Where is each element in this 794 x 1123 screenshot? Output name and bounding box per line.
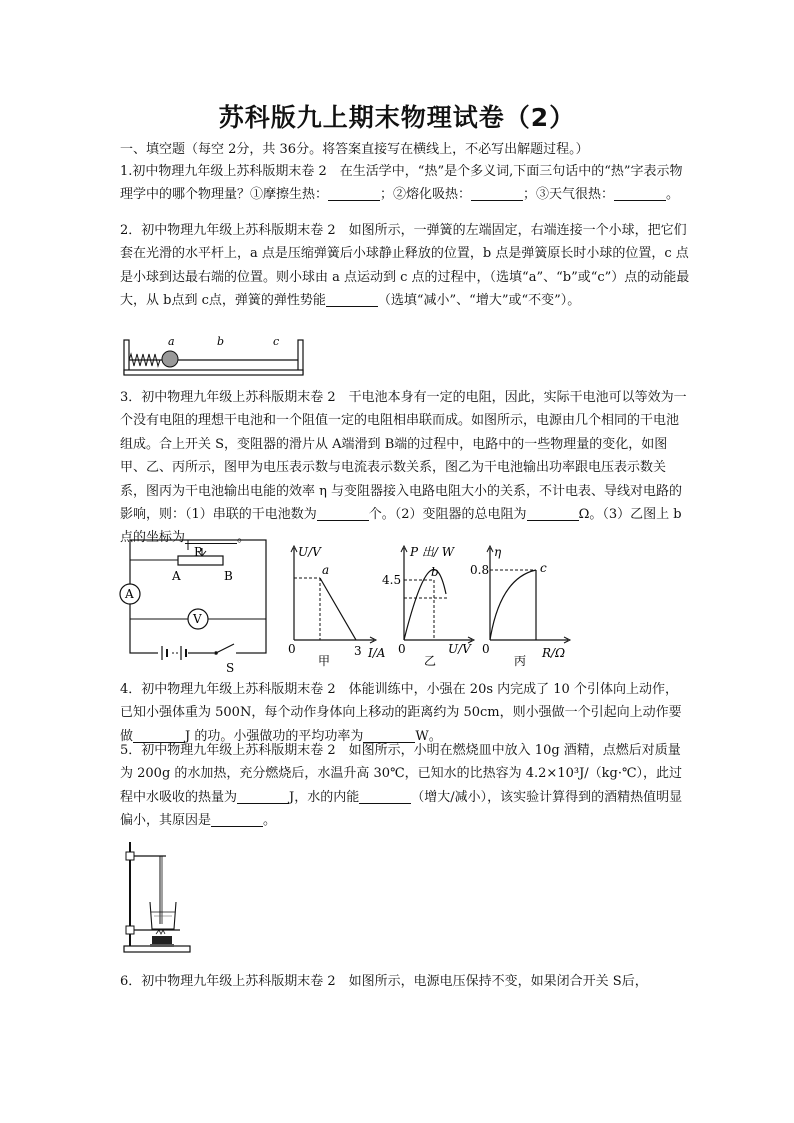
ammeter-label: A (125, 587, 134, 601)
q3-text-c: Ω。（3）乙图上 b点的坐标为 (120, 507, 682, 546)
q6-text-a: 6．初中物理九年级上苏科版期末卷 2 如图所示，电源电压保持不变，如果闭合开关 S后， (120, 974, 648, 989)
q1-text-d: 。 (666, 187, 680, 203)
q1-text-b: ；②熔化吸热： (380, 187, 472, 203)
graph-bing-ymark: 0.8 (470, 563, 490, 577)
q2-text-b: （选填“减小”、“增大”或“不变”）。 (377, 293, 581, 309)
graph-yi-ymark: 4.5 (382, 573, 402, 587)
circuit-diagram (118, 536, 273, 676)
terminal-b-label: B (224, 569, 233, 583)
graph-jia-ylabel: U/V (298, 545, 321, 559)
q1-blank-1[interactable] (328, 186, 380, 201)
q3-blank-2[interactable] (527, 506, 579, 521)
q1-blank-3[interactable] (614, 186, 666, 201)
question-1 (120, 160, 690, 207)
q1-text-a: 1.初中物理九年级上苏科版期末卷 2 在生活学中，“热”是个多义词,下面三句话中的“热”字表示物理学中的哪个物理量？①摩擦生热： (120, 164, 683, 203)
graph-yi-xlabel: U/V (448, 642, 471, 656)
question-3 (120, 386, 690, 550)
q5-blank-3[interactable] (211, 812, 263, 827)
q3-text-a: 3．初中物理九年级上苏科版期末卷 2 干电池本身有一定的电阻，因此，实际干电池可以等效为一个没有电阻的理想干电池和一个阻值一定的电阻相串联而成。如图所示，电源由几个相同的干电池组成。合上开关 S，变阻器的滑片从 A端滑到 B端的过程中，电路中的一些物理量的变化，如图甲、乙、丙所示，图甲为电压表示数与电流表示数关系，图乙为干电池输出功率跟电压表示数关系，图丙为干电池输出电能的效率 η 与变阻器接入电路电阻大小的关系，不计电表、导线对电路的影响，则：（1）串联的干电池数为 (120, 390, 687, 523)
section-heading: 一、填空题（每空 2分，共 36分。将答案直接写在横线上，不必写出解题过程。） (120, 142, 589, 157)
question-4 (120, 678, 690, 748)
question-2 (120, 219, 690, 313)
graph-yi-caption: 乙 (424, 654, 437, 668)
q4-text-b: J 的功。小强做功的平均功率为 (185, 728, 364, 744)
graph-jia-point: a (322, 563, 330, 577)
q1-blank-2[interactable] (471, 186, 523, 201)
q5-blank-1[interactable] (237, 789, 289, 804)
slider-label: P (194, 545, 203, 559)
q2-text-a: 2．初中物理九年级上苏科版期末卷 2 如图所示，一弹簧的左端固定，右端连接一个小球，把它们套在光滑的水平杆上，a 点是压缩弹簧后小球静止释放的位置，b 点是弹簧原长时小球的位置，c 点是小球到达最右端的位置。则小球由 a 点运动到 c 点的过程中，（选填“a”、“b”或“c”）点的动能最大，从 b点到 c点，弹簧的弹性势能 (120, 223, 690, 309)
graph-jia-xmark: 3 (354, 644, 362, 658)
q3-text-d: 。 (237, 530, 251, 546)
graph-bing-xlabel: R/Ω (542, 646, 566, 660)
point-b-label: b (217, 335, 225, 348)
terminal-a-label: A (172, 569, 181, 583)
heating-apparatus-figure (118, 832, 198, 962)
voltmeter-label: V (193, 612, 202, 626)
q1-text-c: ；③天气很热： (523, 187, 615, 203)
q5-text-b: J，水的内能 (289, 789, 360, 805)
graph-yi-ylabel: P 出/ W (410, 545, 455, 559)
q4-text-c: W。 (415, 728, 442, 744)
graph-bing (470, 540, 584, 670)
q5-text-a: 5．初中物理九年级上苏科版期末卷 2 如图所示，小明在燃烧皿中放入 10g 酒精，点燃后对质量为 200g 的水加热，充分燃烧后，水温升高 30℃，已知水的比热容为 4.2×10³J/（kg·℃），此过程中水吸收的热量为 (120, 743, 683, 805)
q2-blank-1[interactable] (326, 292, 378, 307)
q4-text-a: 4．初中物理九年级上苏科版期末卷 2 体能训练中，小强在 20s 内完成了 10 个引体向上动作，已知小强体重为 500N，每个动作身体向上移动的距离约为 50cm，则小强做一个引起向上动作要做 (120, 682, 682, 744)
point-c-label: c (273, 335, 280, 348)
point-a-label: a (168, 335, 175, 348)
graph-jia (284, 540, 384, 670)
graph-yi-origin: 0 (398, 642, 406, 656)
graph-bing-ylabel: η (494, 545, 502, 559)
graph-yi-point: b (431, 565, 439, 579)
q3-text-b: 个。（2）变阻器的总电阻为 (368, 507, 527, 523)
graph-bing-caption: 丙 (514, 654, 527, 668)
q3-blank-1[interactable] (317, 506, 369, 521)
graph-yi (380, 540, 480, 670)
q5-text-c: （增大/减小），该实验计算得到的酒精热值明显偏小，其原因是 (120, 789, 683, 829)
q5-blank-2[interactable] (359, 789, 411, 804)
graph-bing-point: c (540, 561, 547, 575)
graph-bing-origin: 0 (482, 642, 490, 656)
graph-jia-caption: 甲 (318, 654, 331, 668)
switch-label: S (226, 661, 235, 675)
graph-jia-origin: 0 (288, 642, 296, 656)
q5-text-d: 。 (263, 813, 277, 829)
question-5 (120, 739, 690, 833)
graph-jia-xlabel: I/A (368, 646, 386, 660)
spring-ball-figure (120, 330, 310, 378)
page-title: 苏科版九上期末物理试卷（2） (218, 103, 576, 132)
question-6 (120, 970, 690, 993)
